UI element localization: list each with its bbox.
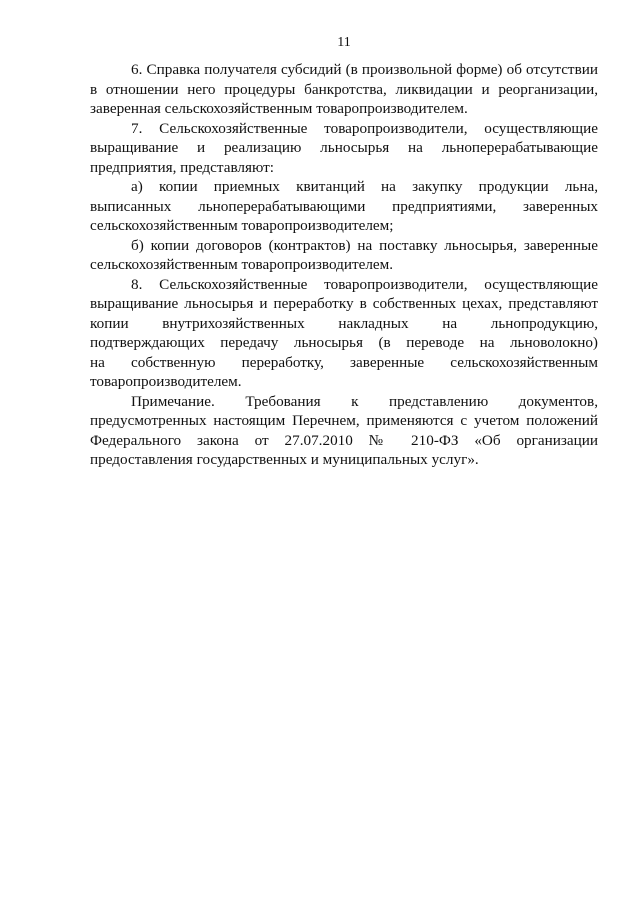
text-line: предприятия, представляют:	[90, 158, 274, 176]
text-line: копии внутрихозяйственных накладных на льнопродукцию,	[90, 314, 598, 332]
text-line: предусмотренных настоящим Перечнем, применяются с учетом положений	[90, 412, 598, 429]
text-line: на собственную переработку, заверенные сельскохозяйственным	[90, 353, 598, 371]
paragraph-note	[90, 392, 598, 470]
text-line: 6. Справка получателя субсидий (в произвольной форме) об отсутствии	[131, 61, 598, 78]
text-line: 7. Сельскохозяйственные товаропроизводители, осуществляющие	[131, 119, 598, 137]
text-line: подтверждающих передачу льносырья (в переводе на льноволокно)	[90, 334, 598, 351]
text-line: сельскохозяйственным товаропроизводителем;	[90, 217, 394, 234]
text-line: выращивание льносырья и переработку в собственных цехах, представляют	[90, 295, 598, 312]
text-line: Федерального закона от 27.07.2010 № 210-ФЗ «Об организации	[90, 431, 598, 449]
text-line: сельскохозяйственным товаропроизводителем.	[90, 256, 394, 273]
text-line: Примечание. Требования к представлению документов,	[131, 392, 598, 410]
paragraph-item-7b	[90, 236, 598, 275]
text-line: в отношении него процедуры банкротства, ликвидации и реорганизации,	[90, 80, 598, 98]
paragraph-item-6	[90, 60, 598, 119]
text-line: товаропроизводителем.	[90, 373, 242, 390]
paragraph-item-7a	[90, 177, 598, 236]
text-line: выращивание и реализацию льносырья на льноперерабатывающие	[90, 139, 598, 156]
text-line: выписанных льноперерабатывающими предприятиями, заверенных	[90, 197, 598, 215]
text-line: заверенная сельскохозяйственным товаропроизводителем.	[90, 100, 468, 117]
text-line: б) копии договоров (контрактов) на поставку льносырья, заверенные	[131, 236, 598, 254]
paragraph-item-7	[90, 119, 598, 178]
text-line: а) копии приемных квитанций на закупку продукции льна,	[131, 178, 598, 195]
document-body	[90, 60, 598, 470]
paragraph-item-8	[90, 275, 598, 392]
text-line: предоставления государственных и муниципальных услуг».	[90, 451, 479, 468]
page-number: 11	[337, 35, 351, 50]
text-line: 8. Сельскохозяйственные товаропроизводители, осуществляющие	[131, 275, 598, 293]
